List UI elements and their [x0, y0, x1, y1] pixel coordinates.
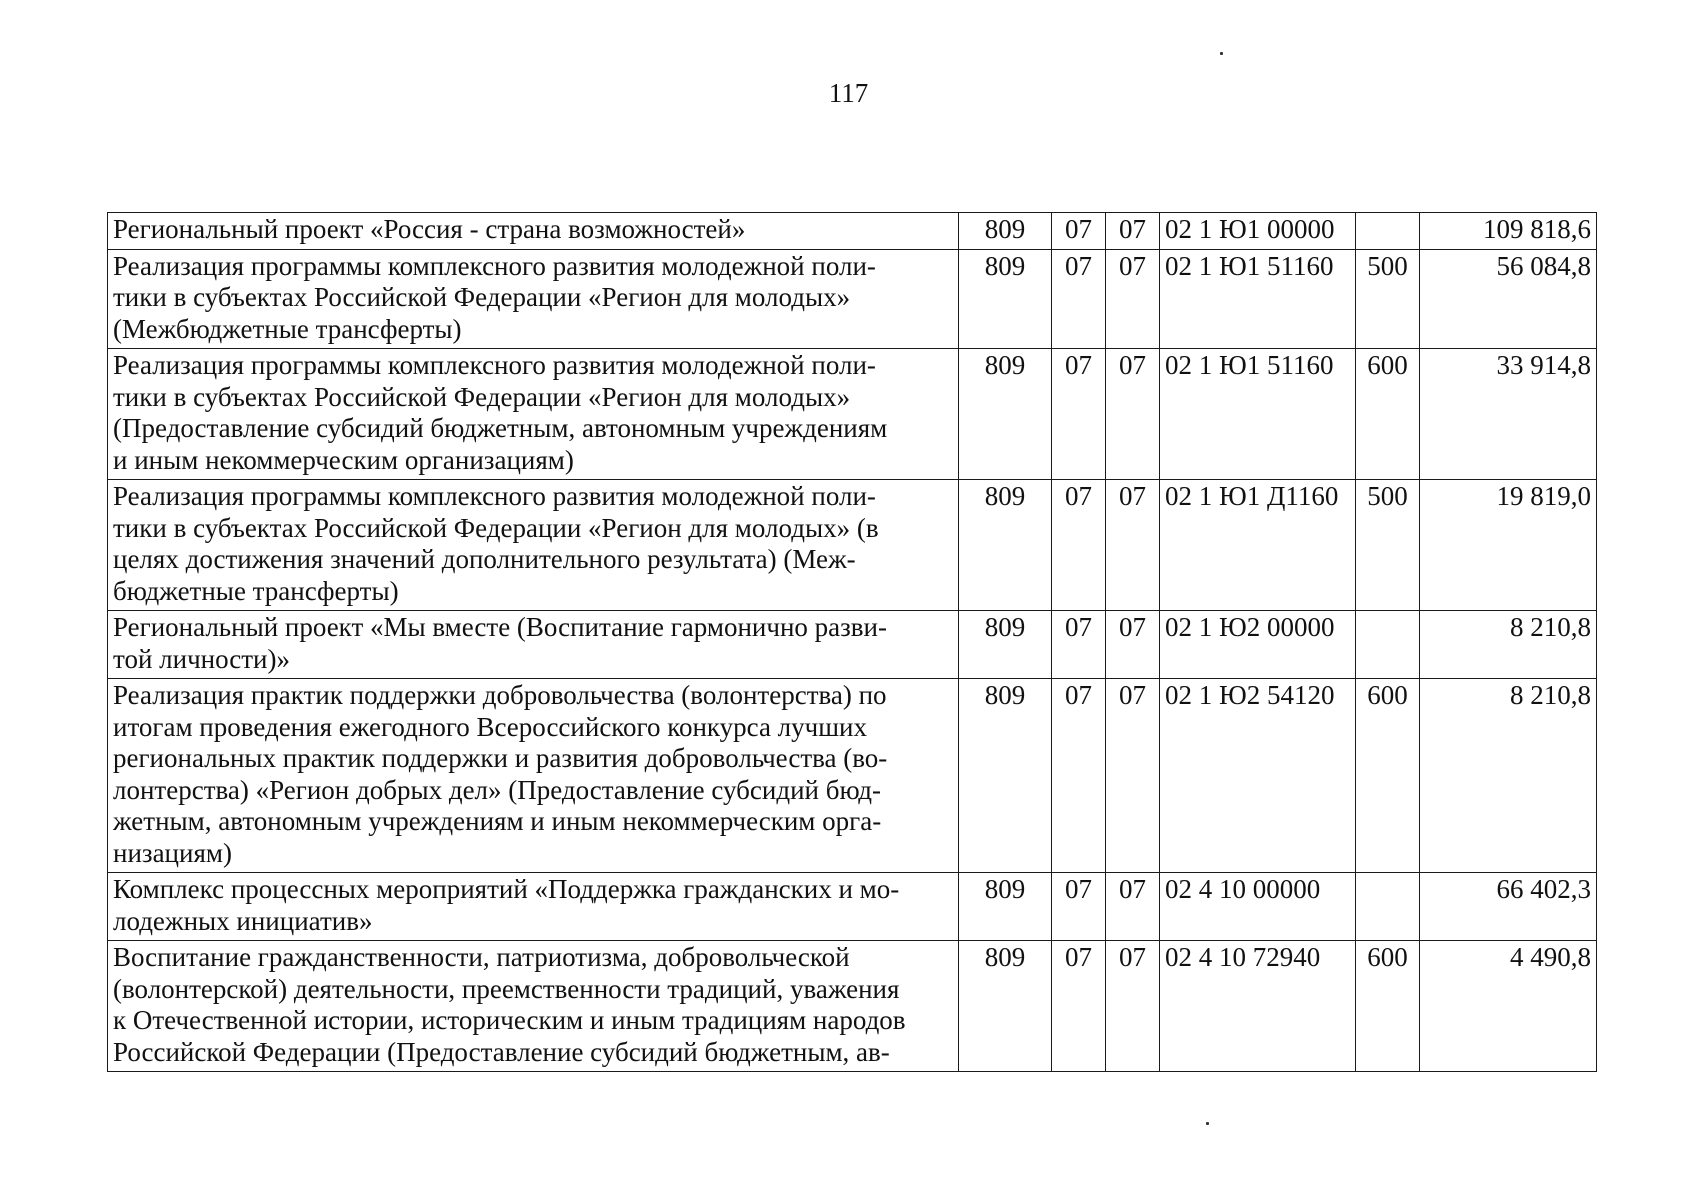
- table-row: [108, 941, 1597, 1072]
- target-code-cell: 02 1 Ю1 Д1160: [1160, 480, 1356, 611]
- row-name-line: Реализация программы комплексного развития молодежной поли-: [113, 250, 876, 281]
- amount-cell: 19 819,0: [1420, 480, 1597, 611]
- row-name-line: тики в субъектах Российской Федерации «Регион для молодых»: [113, 381, 851, 412]
- subsection-cell: 07: [1106, 349, 1160, 480]
- subsection-cell: 07: [1106, 941, 1160, 1072]
- scan-speck: [1220, 52, 1223, 55]
- target-code-cell: 02 1 Ю2 54120: [1160, 679, 1356, 873]
- gov-code-cell: 809: [959, 941, 1052, 1072]
- gov-code-cell: 809: [959, 611, 1052, 679]
- row-name-line: низациям): [113, 837, 232, 868]
- row-name: [108, 679, 959, 873]
- amount-cell: 66 402,3: [1420, 873, 1597, 941]
- gov-code-cell: 809: [959, 873, 1052, 941]
- row-name-line: итогам проведения ежегодного Всероссийского конкурса лучших: [113, 711, 867, 742]
- expense-type-cell: [1356, 611, 1420, 679]
- row-name-line: тики в субъектах Российской Федерации «Регион для молодых» (в: [113, 512, 879, 543]
- row-name-line: жетным, автономным учреждениям и иным некоммерческим орга-: [113, 806, 882, 836]
- row-name-line: Реализация программы комплексного развития молодежной поли-: [113, 350, 876, 380]
- subsection-cell: 07: [1106, 480, 1160, 611]
- gov-code-cell: 809: [959, 349, 1052, 480]
- section-cell: 07: [1052, 480, 1106, 611]
- gov-code-cell: 809: [959, 213, 1052, 250]
- row-name-line: (Межбюджетные трансферты): [113, 313, 462, 344]
- row-name-line: целях достижения значений дополнительного результата) (Меж-: [113, 544, 856, 574]
- amount-cell: 4 490,8: [1420, 941, 1597, 1072]
- subsection-cell: 07: [1106, 679, 1160, 873]
- row-name-line: региональных практик поддержки и развития добровольчества (во-: [113, 743, 888, 773]
- row-name-line: лонтерства) «Регион добрых дел» (Предоставление субсидий бюд-: [113, 774, 881, 805]
- expense-type-cell: 500: [1356, 480, 1420, 611]
- target-code-cell: 02 1 Ю2 00000: [1160, 611, 1356, 679]
- expense-type-cell: 600: [1356, 349, 1420, 480]
- scan-speck: [1206, 1122, 1209, 1125]
- row-name-line: лодежных инициатив»: [113, 905, 373, 936]
- section-cell: 07: [1052, 349, 1106, 480]
- gov-code-cell: 809: [959, 249, 1052, 349]
- subsection-cell: 07: [1106, 873, 1160, 941]
- row-name-line: (волонтерской) деятельности, преемственности традиций, уважения: [113, 973, 900, 1004]
- row-name: [108, 249, 959, 349]
- target-code-cell: 02 1 Ю1 00000: [1160, 213, 1356, 250]
- row-name-line: бюджетные трансферты): [113, 575, 399, 606]
- row-name: [108, 873, 959, 941]
- amount-cell: 56 084,8: [1420, 249, 1597, 349]
- amount-cell: 33 914,8: [1420, 349, 1597, 480]
- section-cell: 07: [1052, 611, 1106, 679]
- section-cell: 07: [1052, 679, 1106, 873]
- subsection-cell: 07: [1106, 213, 1160, 250]
- expense-type-cell: 600: [1356, 679, 1420, 873]
- table-body: [108, 213, 1597, 1072]
- section-cell: 07: [1052, 213, 1106, 250]
- expense-type-cell: [1356, 213, 1420, 250]
- target-code-cell: 02 4 10 00000: [1160, 873, 1356, 941]
- section-cell: 07: [1052, 249, 1106, 349]
- row-name-line: Региональный проект «Мы вместе (Воспитание гармонично разви-: [113, 612, 887, 642]
- page-number: 117: [828, 78, 869, 108]
- expense-type-cell: [1356, 873, 1420, 941]
- row-name-line: Воспитание гражданственности, патриотизма, добровольческой: [113, 942, 850, 972]
- expense-type-cell: 600: [1356, 941, 1420, 1072]
- target-code-cell: 02 1 Ю1 51160: [1160, 349, 1356, 480]
- amount-cell: 8 210,8: [1420, 679, 1597, 873]
- row-name: [108, 611, 959, 679]
- target-code-cell: 02 1 Ю1 51160: [1160, 249, 1356, 349]
- gov-code-cell: 809: [959, 480, 1052, 611]
- expense-type-cell: 500: [1356, 249, 1420, 349]
- row-name-line: к Отечественной истории, историческим и иным традициям народов: [113, 1005, 906, 1035]
- row-name: [108, 941, 959, 1072]
- row-name-line: Реализация программы комплексного развития молодежной поли-: [113, 481, 876, 511]
- row-name-line: Региональный проект «Россия - страна возможностей»: [113, 214, 746, 244]
- amount-cell: 8 210,8: [1420, 611, 1597, 679]
- section-cell: 07: [1052, 873, 1106, 941]
- table-row: [108, 873, 1597, 941]
- section-cell: 07: [1052, 941, 1106, 1072]
- row-name-line: той личности)»: [113, 643, 290, 674]
- table-row: [108, 480, 1597, 611]
- row-name-line: Комплекс процессных мероприятий «Поддержка гражданских и мо-: [113, 874, 900, 904]
- row-name: [108, 213, 959, 250]
- table-row: [108, 611, 1597, 679]
- table-row: [108, 349, 1597, 480]
- row-name-line: тики в субъектах Российской Федерации «Регион для молодых»: [113, 282, 851, 312]
- row-name: [108, 349, 959, 480]
- row-name-line: Российской Федерации (Предоставление субсидий бюджетным, ав-: [113, 1036, 890, 1067]
- row-name-line: Реализация практик поддержки добровольчества (волонтерства) по: [113, 680, 887, 710]
- row-name: [108, 480, 959, 611]
- subsection-cell: 07: [1106, 249, 1160, 349]
- budget-table: [107, 212, 1597, 1072]
- gov-code-cell: 809: [959, 679, 1052, 873]
- row-name-line: и иным некоммерческим организациям): [113, 444, 574, 475]
- target-code-cell: 02 4 10 72940: [1160, 941, 1356, 1072]
- amount-cell: 109 818,6: [1420, 213, 1597, 250]
- table-row: [108, 213, 1597, 250]
- table-row: [108, 679, 1597, 873]
- subsection-cell: 07: [1106, 611, 1160, 679]
- row-name-line: (Предоставление субсидий бюджетным, автономным учреждениям: [113, 413, 888, 443]
- table-row: [108, 249, 1597, 349]
